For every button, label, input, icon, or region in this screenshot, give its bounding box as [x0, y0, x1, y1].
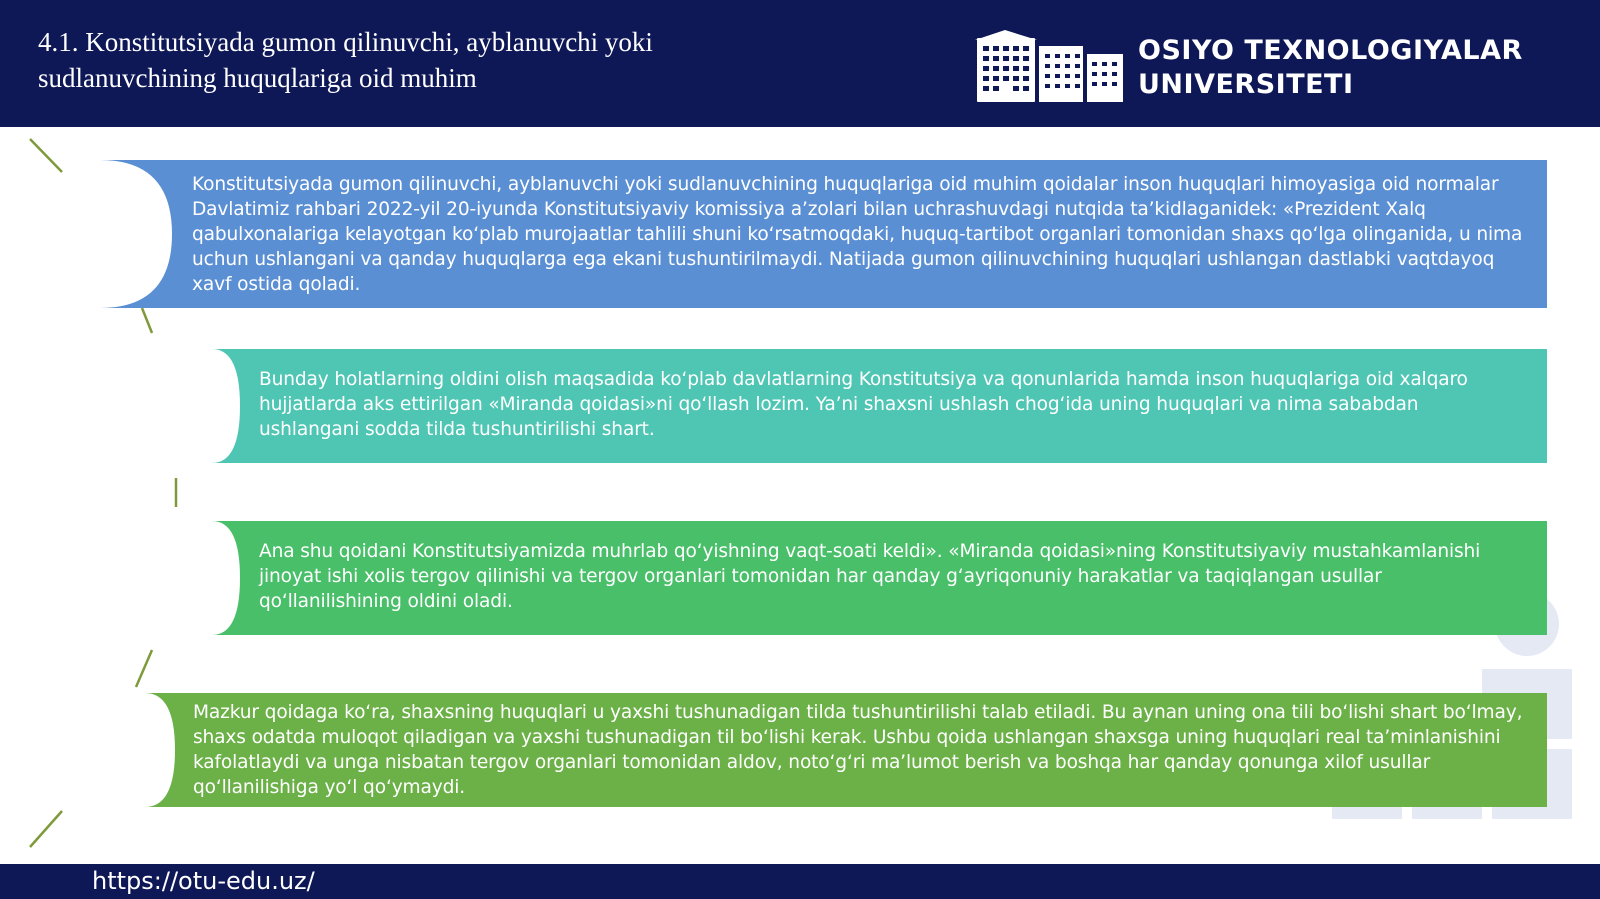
band-text: Konstitutsiyada gumon qilinuvchi, ayblanuvchi yoki sudlanuvchining huquqlariga oid muhim qoidalar inson huquqlari himoyasiga oid normalar Davlatimiz rahbari 2022-yil 20-iyunda Konstitutsiyaviy komissiya a’zolari bilan uchrashuvdagi nutqida ta’kidlaganidek: «Prezident Xalq qabulxonalariga kelayotgan ko‘plab murojaatlar tahlili shuni ko‘rsatmoqdaki, huquq-tartibot organlari tomonidan shaxs qo‘lga olinganida, u nima uchun ushlangani va qanday huquqlarga ega ekani tushuntirilmaydi. Natijada gumon qilinuvchining huquqlari ushlangan dastlabki vaqtdayoq xavf ostida qoladi. [192, 174, 1523, 295]
connector-line [136, 650, 152, 687]
university-name [1138, 34, 1523, 102]
university-name-line2: UNIVERSITETI [1138, 69, 1354, 100]
band-text: Mazkur qoidaga ko‘ra, shaxsning huquqlari u yaxshi tushunadigan tilda tushuntirilishi talab etiladi. Bu aynan uning ona tili bo‘lishi shart bo‘lmay, shaxs odatda muloqot qiladigan va yaxshi tushunadigan til bo‘lishi kerak. Ushbu qoida ushlangan shaxsga uning huquqlari real ta’minlanishini kafolatlaydi va unga nisbatan tergov organlari tomonidan aldov, noto‘g‘ri ma’lumot berish va boshqa har qanday qonunga xilof usullar qo‘llanilishiga yo‘l qo‘ymaydi. [193, 702, 1523, 798]
connector-line [142, 308, 152, 333]
header-bar [0, 0, 1600, 127]
info-band-3 [212, 521, 1547, 635]
footer-bar [0, 864, 1600, 899]
connector-line [30, 139, 62, 172]
band-text: Ana shu qoidani Konstitutsiyamizda muhrlab qo‘yishning vaqt-soati keldi». «Miranda qoidasi»ning Konstitutsiyaviy mustahkamlanishi jinoyat ishi xolis tergov qilinishi va tergov organlari tomonidan har qanday g‘ayriqonuniy harakatlar va taqiqlangan usullar qo‘llanilishining oldini oladi. [259, 541, 1481, 612]
university-name-line1: OSIYO TEXNOLOGIYALAR [1138, 35, 1523, 66]
connector-line [30, 811, 62, 847]
info-band-1 [100, 160, 1547, 308]
university-building-icon [975, 28, 1125, 106]
slide-title: 4.1. Konstitutsiyada gumon qilinuvchi, ayblanuvchi yoki sudlanuvchining huquqlariga oid muhim [38, 27, 653, 93]
info-band-4 [145, 693, 1547, 807]
info-band-2 [212, 349, 1547, 463]
website-link[interactable]: https://otu-edu.uz/ [92, 867, 315, 895]
band-text: Bunday holatlarning oldini olish maqsadida ko‘plab davlatlarning Konstitutsiya va qonunlarida hamda inson huquqlariga oid xalqaro hujjatlarda aks ettirilgan «Miranda qoidasi»ni qo‘llash lozim. Ya’ni shaxsni ushlash chog‘ida uning huquqlari va nima sababdan ushlangani sodda tilda tushuntirilishi shart. [259, 369, 1468, 440]
